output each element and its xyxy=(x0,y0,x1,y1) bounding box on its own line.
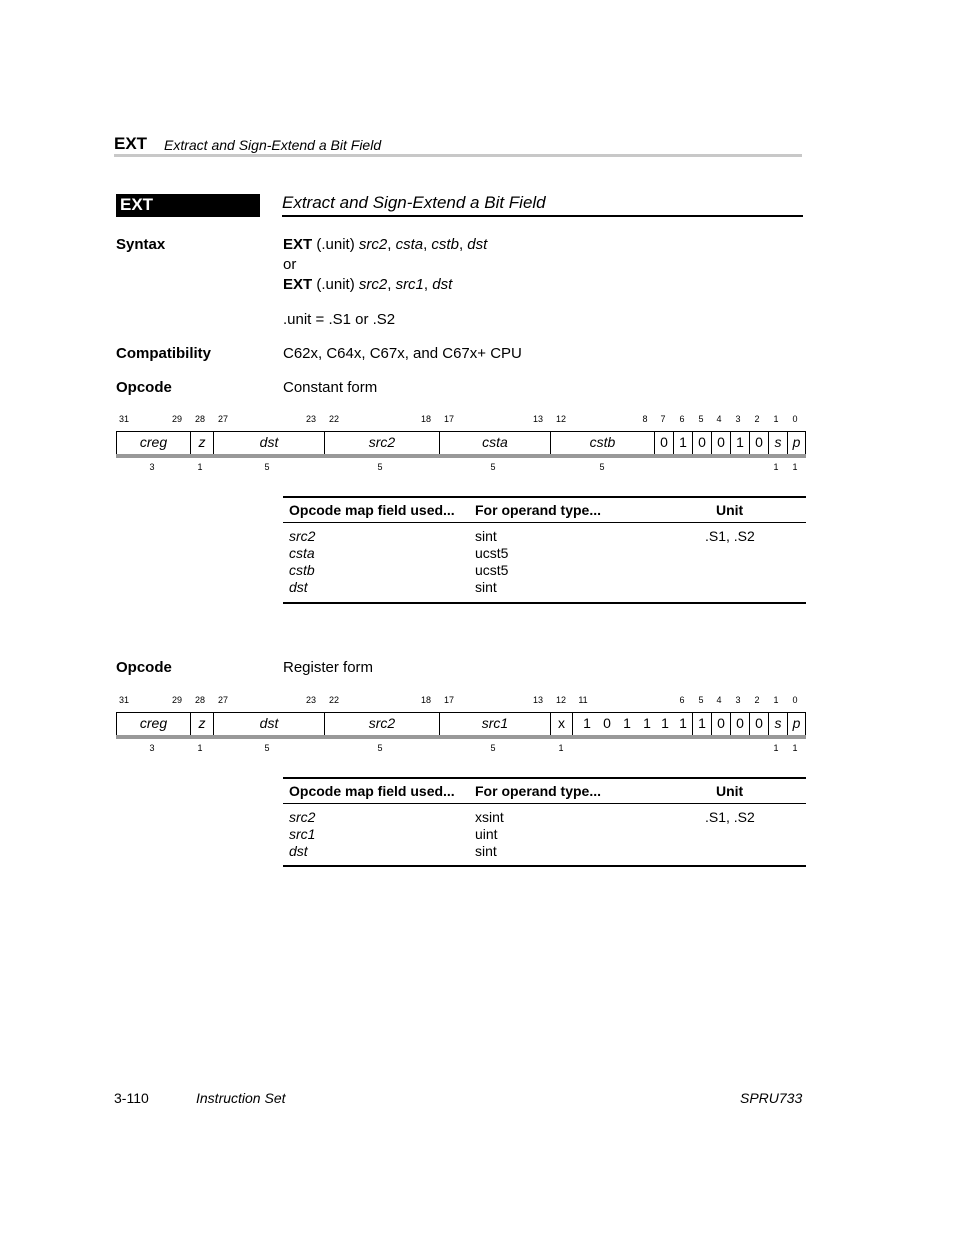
bit-number: 7 xyxy=(660,414,666,424)
syntax-line-1: EXT (.unit) src2, csta, cstb, dst xyxy=(283,236,488,253)
bit-number-row xyxy=(0,695,954,707)
field-width: 5 xyxy=(490,743,496,753)
title-rule xyxy=(282,215,803,217)
table-header-rule xyxy=(283,522,806,523)
field-src2: src2 xyxy=(324,713,439,735)
table-cell-field: dst xyxy=(289,843,308,859)
field-p: p xyxy=(787,713,806,735)
bit-number: 13 xyxy=(532,414,543,424)
bit-number: 18 xyxy=(420,414,431,424)
opcode-form: Constant form xyxy=(283,379,378,396)
header-rule xyxy=(114,154,802,157)
opcode-encoding-register xyxy=(116,712,806,735)
bit-number: 29 xyxy=(171,695,182,705)
bit-number: 6 xyxy=(679,414,685,424)
field-creg: creg xyxy=(116,432,190,454)
table-cell-type: sint xyxy=(475,528,497,544)
footer-doc-id: SPRU733 xyxy=(740,1090,803,1106)
table-cell-type: uint xyxy=(475,826,498,842)
field-z: z xyxy=(190,713,213,735)
opcode-bit: 1 xyxy=(661,715,669,731)
column-header: Unit xyxy=(716,783,744,799)
syntax-unit: (.unit) xyxy=(312,276,359,293)
bit-number: 22 xyxy=(328,695,339,705)
opcode-bit: 1 xyxy=(643,715,651,731)
bit-number: 12 xyxy=(555,414,566,424)
opcode-bit: 1 xyxy=(679,715,687,731)
opcode-label: Opcode xyxy=(116,659,172,676)
table-cell-field: src2 xyxy=(289,809,316,825)
opcode-bit: 1 xyxy=(673,432,692,454)
opcode-bit: 0 xyxy=(730,713,749,735)
column-header: For operand type... xyxy=(475,502,602,518)
operand: src1 xyxy=(395,276,424,293)
table-cell-field: dst xyxy=(289,579,308,595)
syntax-or: or xyxy=(283,256,297,273)
bit-number: 28 xyxy=(194,414,205,424)
field-src1: src1 xyxy=(439,713,550,735)
operand: cstb xyxy=(431,236,459,253)
field-width: 3 xyxy=(149,462,155,472)
field-width: 3 xyxy=(149,743,155,753)
bit-number: 6 xyxy=(679,695,685,705)
unit-note: .unit = .S1 or .S2 xyxy=(283,311,396,328)
table-top-rule xyxy=(283,777,806,779)
bit-number: 27 xyxy=(217,695,228,705)
bit-number: 4 xyxy=(716,695,722,705)
bit-number: 2 xyxy=(754,695,760,705)
bit-number: 11 xyxy=(578,695,588,705)
bit-number: 31 xyxy=(118,414,129,424)
field-width: 5 xyxy=(599,462,605,472)
bit-number: 5 xyxy=(698,695,704,705)
bit-number: 29 xyxy=(171,414,182,424)
instruction-title: Extract and Sign-Extend a Bit Field xyxy=(282,193,546,212)
instruction-title-box: EXT xyxy=(116,194,260,217)
field-width: 5 xyxy=(377,462,383,472)
table-cell-field: src2 xyxy=(289,528,316,544)
table-bottom-rule xyxy=(283,602,806,604)
bit-number: 1 xyxy=(773,414,779,424)
column-header: Opcode map field used... xyxy=(289,502,455,518)
bit-number: 0 xyxy=(792,695,798,705)
opcode-bit: 1 xyxy=(730,432,749,454)
bit-number: 5 xyxy=(698,414,704,424)
table-bottom-rule xyxy=(283,865,806,867)
footer-section: Instruction Set xyxy=(196,1090,286,1106)
field-z: z xyxy=(190,432,213,454)
field-width: 1 xyxy=(792,743,798,753)
opcode-map-table-register xyxy=(283,777,806,869)
syntax-mnemonic: EXT xyxy=(283,276,313,293)
syntax-mnemonic: EXT xyxy=(283,236,313,253)
field-x: x xyxy=(550,713,572,735)
opcode-bit: 1 xyxy=(692,713,711,735)
field-width: 1 xyxy=(558,743,564,753)
field-s: s xyxy=(768,432,787,454)
bit-number: 22 xyxy=(328,414,339,424)
table-cell-field: csta xyxy=(289,545,315,561)
opcode-label: Opcode xyxy=(116,379,172,396)
field-width-row xyxy=(0,462,954,474)
field-p: p xyxy=(787,432,806,454)
opcode-bit: 1 xyxy=(583,715,591,731)
bit-number: 0 xyxy=(792,414,798,424)
opcode-bit: 0 xyxy=(749,432,768,454)
field-width: 1 xyxy=(197,743,203,753)
field-src2: src2 xyxy=(324,432,439,454)
field-s: s xyxy=(768,713,787,735)
field-cstb: cstb xyxy=(550,432,654,454)
operand: csta xyxy=(395,236,424,253)
bit-number-row xyxy=(0,414,954,426)
compatibility-label: Compatibility xyxy=(116,345,212,362)
field-width: 1 xyxy=(792,462,798,472)
bit-number: 1 xyxy=(773,695,779,705)
table-header-rule xyxy=(283,803,806,804)
table-cell-unit: .S1, .S2 xyxy=(705,528,755,544)
table-cell-type: sint xyxy=(475,579,497,595)
operand: src2 xyxy=(358,276,388,293)
operand: dst xyxy=(432,276,453,293)
bit-number: 17 xyxy=(443,695,454,705)
syntax-line-2: EXT (.unit) src2, src1, dst xyxy=(283,276,453,293)
operand: dst xyxy=(467,236,488,253)
opcode-bit: 0 xyxy=(711,432,730,454)
field-dst: dst xyxy=(213,713,324,735)
bit-number: 4 xyxy=(716,414,722,424)
operand: src2 xyxy=(358,236,388,253)
field-width: 5 xyxy=(264,462,270,472)
field-width: 1 xyxy=(773,743,779,753)
column-header: Unit xyxy=(716,502,744,518)
field-width: 5 xyxy=(377,743,383,753)
opcode-bit: 0 xyxy=(692,432,711,454)
bit-number: 28 xyxy=(194,695,205,705)
opcode-bits-group xyxy=(572,713,696,735)
table-top-rule xyxy=(283,496,806,498)
table-cell-type: xsint xyxy=(475,809,504,825)
running-header-mnemonic: EXT xyxy=(114,134,148,153)
table-cell-type: sint xyxy=(475,843,497,859)
bit-number: 3 xyxy=(735,414,741,424)
opcode-map-table-constant xyxy=(283,496,806,606)
bit-number: 13 xyxy=(532,695,543,705)
bit-number: 23 xyxy=(305,414,316,424)
field-width: 5 xyxy=(490,462,496,472)
opcode-bit: 0 xyxy=(654,432,673,454)
bit-number: 31 xyxy=(118,695,129,705)
table-cell-field: src1 xyxy=(289,826,316,842)
table-cell-type: ucst5 xyxy=(475,562,509,578)
compatibility-value: C62x, C64x, C67x, and C67x+ CPU xyxy=(283,345,522,362)
syntax-unit: (.unit) xyxy=(312,236,359,253)
field-width: 1 xyxy=(773,462,779,472)
bit-number: 12 xyxy=(555,695,566,705)
column-header: Opcode map field used... xyxy=(289,783,455,799)
opcode-bit: 0 xyxy=(749,713,768,735)
table-cell-unit: .S1, .S2 xyxy=(705,809,755,825)
bit-number: 8 xyxy=(642,414,648,424)
footer-page-number: 3-110 xyxy=(114,1090,149,1106)
running-header-title: Extract and Sign-Extend a Bit Field xyxy=(164,137,382,153)
field-csta: csta xyxy=(439,432,550,454)
bit-number: 18 xyxy=(420,695,431,705)
bit-number: 27 xyxy=(217,414,228,424)
field-dst: dst xyxy=(213,432,324,454)
bit-number: 17 xyxy=(443,414,454,424)
field-width: 5 xyxy=(264,743,270,753)
bit-number: 23 xyxy=(305,695,316,705)
opcode-bit: 0 xyxy=(603,715,611,731)
opcode-form: Register form xyxy=(283,659,374,676)
encoding-underline xyxy=(116,735,806,739)
field-creg: creg xyxy=(116,713,190,735)
column-header: For operand type... xyxy=(475,783,602,799)
table-cell-type: ucst5 xyxy=(475,545,509,561)
opcode-bit: 0 xyxy=(711,713,730,735)
field-width-row xyxy=(0,743,954,755)
opcode-bit: 1 xyxy=(623,715,631,731)
opcode-encoding-constant xyxy=(116,431,806,454)
field-width: 1 xyxy=(197,462,203,472)
table-cell-field: cstb xyxy=(289,562,315,578)
bit-number: 2 xyxy=(754,414,760,424)
bit-number: 3 xyxy=(735,695,741,705)
encoding-underline xyxy=(116,454,806,458)
syntax-label: Syntax xyxy=(116,236,166,253)
